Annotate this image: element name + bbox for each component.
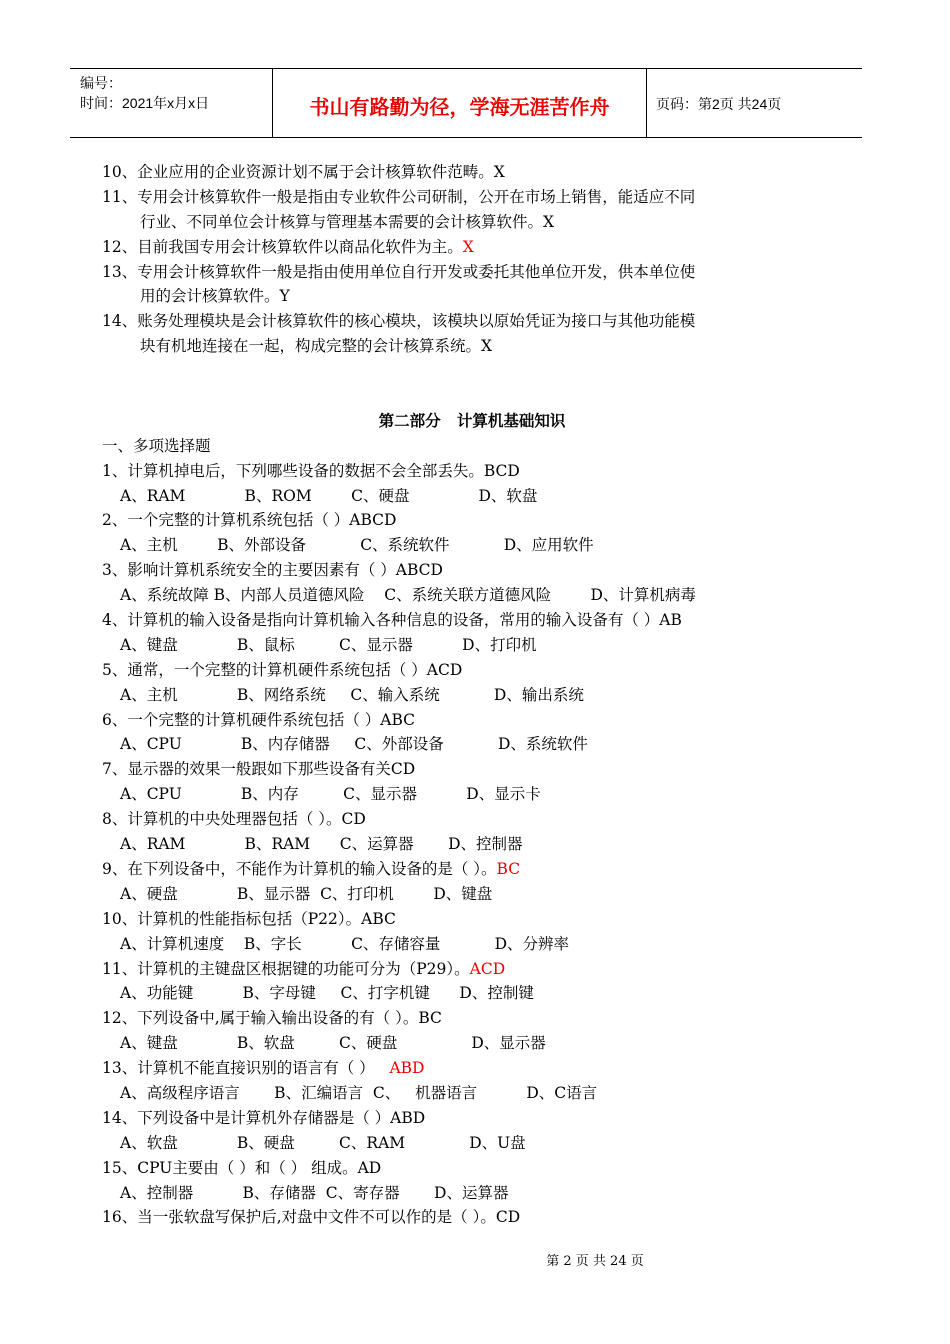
judgment-item <box>102 235 842 260</box>
options-text: A、RAM B、ROM C、硬盘 D、软盘 <box>120 486 538 505</box>
page-header <box>70 68 862 138</box>
options-text: A、键盘 B、鼠标 C、显示器 D、打印机 <box>120 635 537 654</box>
question-text: 8、计算机的中央处理器包括（ ）。 <box>102 810 342 829</box>
question-text: 7、显示器的效果一般跟如下那些设备有关 <box>102 760 391 779</box>
question-options <box>102 1131 842 1156</box>
question-options <box>102 1181 842 1206</box>
judgment-item <box>102 309 842 334</box>
question-options <box>102 782 842 807</box>
question-answer: BCD <box>483 461 520 480</box>
question-text: 5、通常，一个完整的计算机硬件系统包括（ ） <box>102 660 427 679</box>
question <box>102 807 842 832</box>
question <box>102 1106 842 1131</box>
question-options <box>102 583 842 608</box>
options-text: A、键盘 B、软盘 C、硬盘 D、显示器 <box>120 1034 546 1053</box>
question-answer: CD <box>341 810 366 829</box>
question-options <box>102 932 842 957</box>
footer-page-number: 第 2 页 共 24 页 <box>546 1254 644 1269</box>
spacer <box>102 384 842 409</box>
question <box>102 608 842 633</box>
section-title <box>102 409 842 434</box>
judgment-item-continued <box>102 284 842 309</box>
question-options <box>102 533 842 558</box>
options-text: A、硬盘 B、显示器 C、打印机 D、键盘 <box>120 884 493 903</box>
item-text: 11、专用会计核算软件一般是指由专业软件公司研制，公开在市场上销售，能适应不同 <box>102 187 696 206</box>
question-text: 14、下列设备中是计算机外存储器是（ ） <box>102 1108 391 1127</box>
question <box>102 1006 842 1031</box>
question-text: 6、一个完整的计算机硬件系统包括（ ） <box>102 710 381 729</box>
subsection-title <box>102 434 842 459</box>
question-options <box>102 1081 842 1106</box>
question-options <box>102 832 842 857</box>
subsection-title-text: 一、多项选择题 <box>102 436 211 455</box>
question-text: 1、计算机掉电后，下列哪些设备的数据不会全部丢失。 <box>102 461 484 480</box>
item-answer: X <box>462 237 474 256</box>
question-text: 12、下列设备中,属于输入输出设备的有（ ）。 <box>102 1009 419 1028</box>
section-title-text: 第二部分 计算机基础知识 <box>378 410 566 430</box>
question-answer: ABD <box>390 1108 426 1127</box>
judgment-item-continued <box>102 334 842 359</box>
question <box>102 957 842 982</box>
item-text: 行业、不同单位会计核算与管理基本需要的会计核算软件。X <box>140 212 555 231</box>
item-text: 14、账务处理模块是会计核算软件的核心模块，该模块以原始凭证为接口与其他功能模 <box>102 312 696 331</box>
question-text: 11、计算机的主键盘区根据键的功能可分为（P29）。 <box>102 959 470 978</box>
item-text: 13、专用会计核算软件一般是指由使用单位自行开发或委托其他单位开发，供本单位使 <box>102 262 696 281</box>
question <box>102 757 842 782</box>
options-text: A、系统故障 B、内部人员道德风险 C、系统关联方道德风险 D、计算机病毒 <box>120 586 696 605</box>
question <box>102 708 842 733</box>
question-options <box>102 732 842 757</box>
question-answer: CD <box>390 760 416 779</box>
question <box>102 907 842 932</box>
question-text: 13、计算机不能直接识别的语言有（ ） <box>102 1059 390 1078</box>
options-text: A、功能键 B、字母键 C、打字机键 D、控制键 <box>120 984 534 1003</box>
item-text: 块有机地连接在一起，构成完整的会计核算系统。X <box>140 337 493 356</box>
question-options <box>102 882 842 907</box>
question-answer: AB <box>659 611 682 630</box>
item-answer: X <box>493 163 505 181</box>
question-options <box>102 633 842 658</box>
question-answer: BC <box>418 1009 442 1028</box>
options-text: A、计算机速度 B、字长 C、存储容量 D、分辨率 <box>120 934 570 953</box>
question-options <box>102 1031 842 1056</box>
header-meta <box>80 73 209 113</box>
question-answer: CD <box>495 1208 521 1227</box>
question <box>102 857 842 882</box>
options-text: A、主机 B、网络系统 C、输入系统 D、输出系统 <box>120 685 584 704</box>
options-text: A、软盘 B、硬盘 C、RAM D、U盘 <box>120 1133 526 1152</box>
question-options <box>102 484 842 509</box>
spacer <box>102 359 842 384</box>
question-answer: ABD <box>389 1059 425 1078</box>
options-text: A、控制器 B、存储器 C、寄存器 D、运算器 <box>120 1183 509 1202</box>
question-answer: ABC <box>361 909 396 928</box>
header-motto: 书山有路勤为径，学海无涯苦作舟 <box>309 95 610 119</box>
question-text: 10、计算机的性能指标包括（P22）。 <box>102 909 362 928</box>
question-text: 2、一个完整的计算机系统包括（ ） <box>102 511 350 530</box>
judgment-item <box>102 185 842 210</box>
question-answer: ABCD <box>349 511 397 530</box>
question-answer: ACD <box>469 959 506 978</box>
judgment-item <box>102 160 842 185</box>
question-answer: BC <box>496 859 521 878</box>
question-text: 15、CPU主要由（ ）和（ ） 组成。 <box>102 1158 358 1177</box>
question <box>102 558 842 583</box>
judgment-item-continued <box>102 210 842 235</box>
page-footer <box>0 1250 950 1269</box>
question <box>102 508 842 533</box>
options-text: A、高级程序语言 B、汇编语言 C、 机器语言 D、C语言 <box>120 1083 598 1102</box>
question <box>102 1156 842 1181</box>
document-body <box>102 160 842 1230</box>
options-text: A、主机 B、外部设备 C、系统软件 D、应用软件 <box>120 536 594 555</box>
item-text: 12、目前我国专用会计核算软件以商品化软件为主。 <box>102 237 463 256</box>
question <box>102 1056 842 1081</box>
question-text: 3、影响计算机系统安全的主要因素有（ ） <box>102 561 396 580</box>
header-divider <box>646 69 647 137</box>
options-text: A、RAM B、RAM C、运算器 D、控制器 <box>120 835 523 854</box>
question <box>102 658 842 683</box>
time-label: 时间：2021年x月x日 <box>80 95 210 111</box>
question <box>102 459 842 484</box>
question-answer: ACD <box>426 660 463 679</box>
options-text: A、CPU B、内存 C、显示器 D、显示卡 <box>120 785 541 804</box>
question-options <box>102 683 842 708</box>
options-text: A、CPU B、内存储器 C、外部设备 D、系统软件 <box>120 735 588 754</box>
question <box>102 1205 842 1230</box>
question-answer: ABC <box>380 710 416 729</box>
question-answer: ABCD <box>395 561 443 580</box>
item-text: 10、企业应用的企业资源计划不属于会计核算软件范畴。 <box>102 163 494 181</box>
item-text: 用的会计核算软件。Y <box>140 287 290 306</box>
question-text: 16、当一张软盘写保护后,对盘中文件不可以作的是（ ）。 <box>102 1208 496 1227</box>
question-text: 4、计算机的输入设备是指向计算机输入各种信息的设备，常用的输入设备有（ ） <box>102 611 660 630</box>
question-text: 9、在下列设备中，不能作为计算机的输入设备的是（ ）。 <box>102 859 497 878</box>
header-page-info: 页码：第2页 共24页 <box>656 96 782 112</box>
judgment-item <box>102 260 842 285</box>
number-label: 编号： <box>80 75 122 91</box>
question-answer: AD <box>357 1158 382 1177</box>
question-options <box>102 981 842 1006</box>
